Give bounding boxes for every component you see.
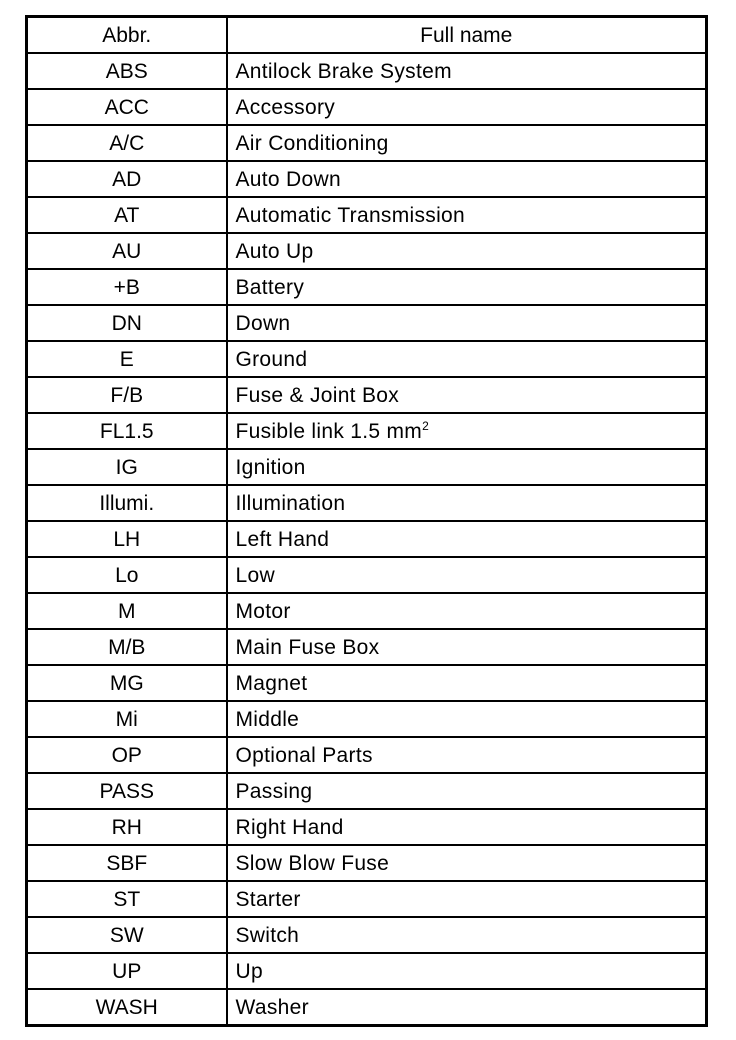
full-name-cell — [227, 845, 707, 881]
full-name-text: Auto Down — [235, 167, 341, 191]
full-name-text: Switch — [235, 923, 300, 947]
abbr-cell: IG — [27, 449, 227, 485]
full-name-text: Up — [235, 959, 263, 983]
abbr-cell: +B — [27, 269, 227, 305]
full-name-cell — [227, 557, 707, 593]
full-name-text: Slow Blow Fuse — [235, 851, 390, 875]
abbr-cell: PASS — [27, 773, 227, 809]
table-row — [27, 845, 707, 881]
full-name-cell — [227, 701, 707, 737]
table-row — [27, 557, 707, 593]
abbr-cell: ABS — [27, 53, 227, 89]
full-name-text: Accessory — [235, 95, 336, 119]
abbr-cell: M — [27, 593, 227, 629]
full-name-cell — [227, 809, 707, 845]
table-row — [27, 881, 707, 917]
full-name-text: Starter — [235, 887, 301, 911]
table-row — [27, 629, 707, 665]
table-row — [27, 89, 707, 125]
table-row — [27, 449, 707, 485]
full-name-cell — [227, 773, 707, 809]
table-body — [27, 53, 707, 1026]
full-name-cell — [227, 917, 707, 953]
table-row — [27, 773, 707, 809]
abbr-cell: FL1.5 — [27, 413, 227, 449]
table-row — [27, 377, 707, 413]
abbr-cell: MG — [27, 665, 227, 701]
table-row — [27, 917, 707, 953]
table-row — [27, 737, 707, 773]
full-name-cell — [227, 953, 707, 989]
full-name-text: Passing — [235, 779, 313, 803]
abbr-cell: DN — [27, 305, 227, 341]
full-name-text: Left Hand — [235, 527, 330, 551]
full-name-text: Illumination — [235, 491, 346, 515]
full-name-text: Fusible link 1.5 mm — [235, 419, 423, 443]
abbr-cell: LH — [27, 521, 227, 557]
full-name-text: Ignition — [235, 455, 306, 479]
table-row — [27, 989, 707, 1026]
full-name-cell — [227, 53, 707, 89]
header-row — [27, 17, 707, 54]
full-name-cell — [227, 629, 707, 665]
abbr-column-header: Abbr. — [27, 17, 227, 54]
table-row — [27, 485, 707, 521]
full-name-cell — [227, 593, 707, 629]
abbr-cell: M/B — [27, 629, 227, 665]
table-row — [27, 161, 707, 197]
full-name-text: Motor — [235, 599, 291, 623]
full-name-cell — [227, 197, 707, 233]
table-row — [27, 665, 707, 701]
superscript: 2 — [422, 418, 430, 433]
full-name-cell — [227, 341, 707, 377]
abbr-cell: AD — [27, 161, 227, 197]
abbr-cell: Illumi. — [27, 485, 227, 521]
full-name-cell — [227, 989, 707, 1026]
abbr-cell: UP — [27, 953, 227, 989]
table-row — [27, 197, 707, 233]
full-name-cell — [227, 521, 707, 557]
table-row — [27, 953, 707, 989]
full-name-cell — [227, 665, 707, 701]
abbr-cell: WASH — [27, 989, 227, 1026]
abbr-cell: AT — [27, 197, 227, 233]
full-name-cell — [227, 737, 707, 773]
full-name-cell — [227, 485, 707, 521]
full-name-column-header: Full name — [227, 17, 707, 54]
full-name-cell — [227, 161, 707, 197]
table-row — [27, 701, 707, 737]
full-name-text: Middle — [235, 707, 300, 731]
table-row — [27, 233, 707, 269]
full-name-cell — [227, 233, 707, 269]
full-name-cell — [227, 269, 707, 305]
full-name-text: Ground — [235, 347, 308, 371]
abbr-cell: Lo — [27, 557, 227, 593]
full-name-text: Optional Parts — [235, 743, 373, 767]
abbr-cell: AU — [27, 233, 227, 269]
full-name-text: Down — [235, 311, 291, 335]
table-row — [27, 521, 707, 557]
table-row — [27, 53, 707, 89]
full-name-cell — [227, 125, 707, 161]
full-name-text: Air Conditioning — [235, 131, 389, 155]
table-row — [27, 125, 707, 161]
table-row — [27, 305, 707, 341]
full-name-text: Battery — [235, 275, 305, 299]
abbr-cell: F/B — [27, 377, 227, 413]
table-row — [27, 413, 707, 449]
abbr-cell: ST — [27, 881, 227, 917]
table-header — [27, 17, 707, 54]
table-row — [27, 593, 707, 629]
full-name-cell — [227, 377, 707, 413]
table-row — [27, 809, 707, 845]
abbr-cell: SW — [27, 917, 227, 953]
full-name-text: Auto Up — [235, 239, 314, 263]
abbr-cell: RH — [27, 809, 227, 845]
table-row — [27, 341, 707, 377]
full-name-cell — [227, 413, 707, 449]
abbr-cell: E — [27, 341, 227, 377]
full-name-cell — [227, 305, 707, 341]
table-row — [27, 269, 707, 305]
full-name-text: Fuse & Joint Box — [235, 383, 400, 407]
abbr-cell: A/C — [27, 125, 227, 161]
abbr-cell: ACC — [27, 89, 227, 125]
full-name-text: Antilock Brake System — [235, 59, 452, 83]
full-name-cell — [227, 89, 707, 125]
full-name-cell — [227, 449, 707, 485]
full-name-text: Washer — [235, 995, 309, 1019]
full-name-text: Low — [235, 563, 275, 587]
abbr-cell: Mi — [27, 701, 227, 737]
abbr-cell: OP — [27, 737, 227, 773]
full-name-text: Main Fuse Box — [235, 635, 380, 659]
full-name-text: Right Hand — [235, 815, 344, 839]
full-name-cell — [227, 881, 707, 917]
full-name-text: Automatic Transmission — [235, 203, 466, 227]
abbr-cell: SBF — [27, 845, 227, 881]
abbreviation-table — [25, 15, 708, 1027]
full-name-text: Magnet — [235, 671, 308, 695]
